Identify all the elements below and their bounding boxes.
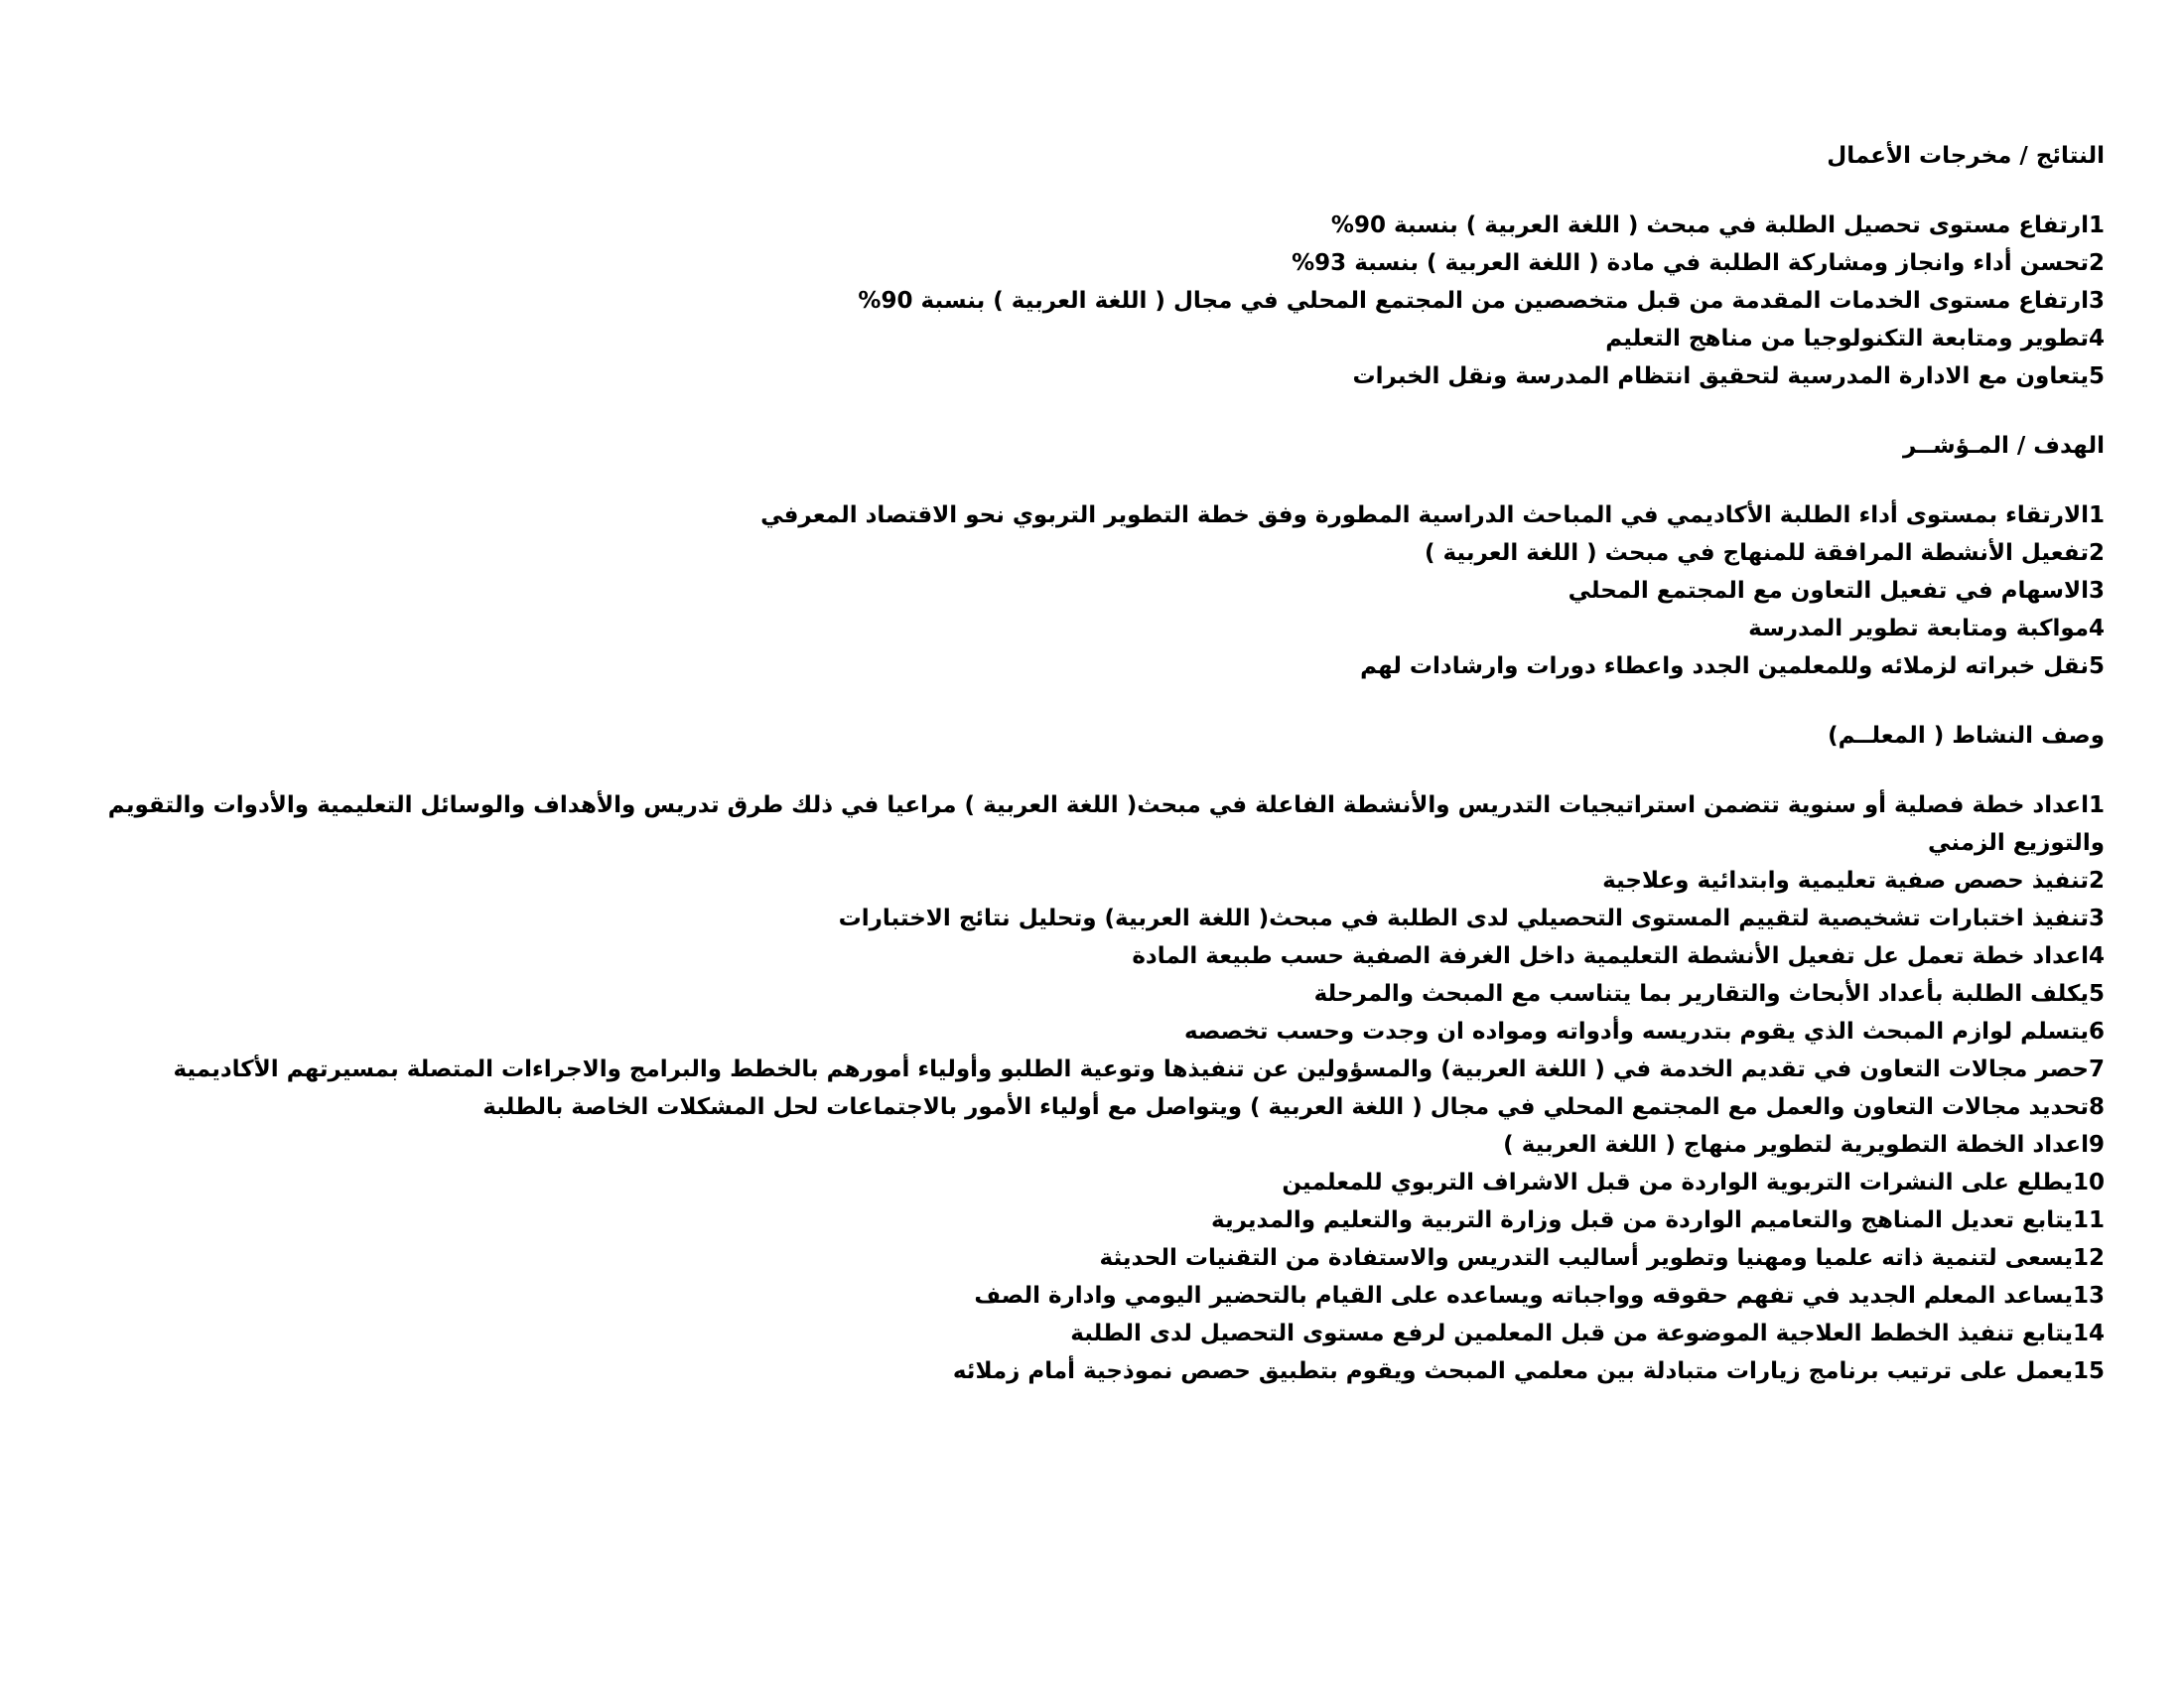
- list-item: [79, 900, 2105, 937]
- list-item: [79, 1126, 2105, 1164]
- item-text: يتسلم لوازم المبحث الذي يقوم بتدريسه وأدواته ومواده ان وجدت وحسب تخصصه: [1184, 1019, 2089, 1045]
- item-number: 2: [2088, 250, 2105, 276]
- item-text: تفعيل الأنشطة المرافقة للمنهاج في مبحث ( اللغة العربية ): [1424, 540, 2089, 566]
- item-text: يكلف الطلبة بأعداد الأبحاث والتقارير بما يتناسب مع المبحث والمرحلة: [1313, 981, 2089, 1007]
- item-text: اعداد خطة تعمل عل تفعيل الأنشطة التعليمية داخل الغرفة الصفية حسب طبيعة المادة: [1132, 943, 2089, 969]
- list-item: [79, 1051, 2105, 1088]
- list-item: [79, 496, 2105, 534]
- item-text: تحسن أداء وانجاز ومشاركة الطلبة في مادة ( اللغة العربية ) بنسبة 93%: [1292, 250, 2089, 276]
- list-item: [79, 975, 2105, 1013]
- item-number: 2: [2088, 540, 2105, 566]
- section-outcomes: [79, 139, 2105, 429]
- list-item: [79, 647, 2105, 685]
- item-text: الارتقاء بمستوى أداء الطلبة الأكاديمي في المباحث الدراسية المطورة وفق خطة التطوير التربوي نحو الاقتصاد المعرفي: [760, 502, 2089, 528]
- item-text: اعداد خطة فصلية أو سنوية تتضمن استراتيجيات التدريس والأنشطة الفاعلة في مبحث( اللغة العربية ) مراعيا في ذلك طرق تدريس والأهداف والوسائل التعليمية والأدوات والتقويم والتوزيع الزمني: [107, 792, 2105, 856]
- item-number: 4: [2088, 326, 2105, 352]
- document-content: [79, 139, 2105, 1424]
- item-number: 1: [2088, 792, 2105, 818]
- list-item: [79, 207, 2105, 244]
- item-text: يسعى لتنمية ذاته علميا ومهنيا وتطوير أساليب التدريس والاستفادة من التقنيات الحديثة: [1099, 1245, 2073, 1271]
- list-item: [79, 534, 2105, 572]
- item-number: 7: [2088, 1056, 2105, 1082]
- item-number: 4: [2088, 616, 2105, 641]
- list-item: [79, 1315, 2105, 1352]
- item-text: يطلع على النشرات التربوية الواردة من قبل الاشراف التربوي للمعلمين: [1282, 1170, 2073, 1196]
- item-text: حصر مجالات التعاون في تقديم الخدمة في ( اللغة العربية) والمسؤولين عن تنفيذها وتوعية الطلبو وأولياء أمورهم بالخطط والبرامج والاجراءات المتصلة بمسيرتهم الأكاديمية: [173, 1056, 2089, 1082]
- list-item: [79, 1088, 2105, 1126]
- item-text: اعداد الخطة التطويرية لتطوير منهاج ( اللغة العربية ): [1503, 1132, 2089, 1158]
- section-title: الهدف / المـؤشــر: [1903, 433, 2105, 459]
- item-number: 1: [2088, 212, 2105, 238]
- item-number: 14: [2072, 1321, 2105, 1346]
- list-item: [79, 1352, 2105, 1390]
- item-text: يتعاون مع الادارة المدرسية لتحقيق انتظام المدرسة ونقل الخبرات: [1352, 363, 2089, 389]
- section-title: النتائج / مخرجات الأعمال: [1827, 143, 2105, 169]
- item-text: الاسهام في تفعيل التعاون مع المجتمع المحلي: [1568, 578, 2089, 604]
- list-item: [79, 1277, 2105, 1315]
- item-number: 12: [2072, 1245, 2105, 1271]
- item-number: 8: [2088, 1094, 2105, 1120]
- item-number: 1: [2088, 502, 2105, 528]
- list-item: [79, 1239, 2105, 1277]
- section-goals: [79, 429, 2105, 719]
- list-item: [79, 1201, 2105, 1239]
- item-number: 13: [2072, 1283, 2105, 1309]
- item-text: نقل خبراته لزملائه وللمعلمين الجدد واعطاء دورات وارشادات لهم: [1360, 653, 2089, 679]
- list-item: [79, 1164, 2105, 1201]
- item-number: 3: [2088, 906, 2105, 931]
- item-number: 5: [2088, 363, 2105, 389]
- item-text: تنفيذ اختبارات تشخيصية لتقييم المستوى التحصيلي لدى الطلبة في مبحث( اللغة العربية) وتحليل نتائج الاختبارات: [838, 906, 2089, 931]
- goals-list: [79, 496, 2105, 719]
- list-item: [79, 572, 2105, 610]
- list-item: [79, 862, 2105, 900]
- item-number: 10: [2072, 1170, 2105, 1196]
- item-number: 4: [2088, 943, 2105, 969]
- item-number: 5: [2088, 653, 2105, 679]
- item-number: 9: [2088, 1132, 2105, 1158]
- item-text: يتابع تنفيذ الخطط العلاجية الموضوعة من قبل المعلمين لرفع مستوى التحصيل لدى الطلبة: [1070, 1321, 2073, 1346]
- outcomes-list: [79, 207, 2105, 429]
- item-number: 11: [2072, 1207, 2105, 1233]
- item-number: 5: [2088, 981, 2105, 1007]
- list-item: [79, 1013, 2105, 1051]
- item-text: يعمل على ترتيب برنامج زيارات متبادلة بين معلمي المبحث ويقوم بتطبيق حصص نموذجية أمام زملائه: [952, 1358, 2073, 1384]
- item-text: يتابع تعديل المناهج والتعاميم الواردة من قبل وزارة التربية والتعليم والمديرية: [1211, 1207, 2073, 1233]
- item-number: 3: [2088, 288, 2105, 314]
- list-item: [79, 282, 2105, 320]
- item-number: 15: [2072, 1358, 2105, 1384]
- list-item: [79, 937, 2105, 975]
- item-number: 3: [2088, 578, 2105, 604]
- list-item: [79, 357, 2105, 395]
- list-item: [79, 786, 2105, 862]
- list-item: [79, 244, 2105, 282]
- item-text: ارتفاع مستوى تحصيل الطلبة في مبحث ( اللغة العربية ) بنسبة 90%: [1330, 212, 2089, 238]
- list-item: [79, 320, 2105, 357]
- item-number: 6: [2088, 1019, 2105, 1045]
- list-item: [79, 610, 2105, 647]
- item-text: ارتفاع مستوى الخدمات المقدمة من قبل متخصصين من المجتمع المحلي في مجال ( اللغة العربية ) بنسبة 90%: [858, 288, 2089, 314]
- item-text: تنفيذ حصص صفية تعليمية وابتدائية وعلاجية: [1602, 868, 2089, 894]
- item-text: تطوير ومتابعة التكنولوجيا من مناهج التعليم: [1605, 326, 2089, 352]
- section-title: وصف النشاط ( المعلــم): [1828, 723, 2105, 749]
- item-text: يساعد المعلم الجديد في تفهم حقوقه وواجباته ويساعده على القيام بالتحضير اليومي وادارة الصف: [974, 1283, 2073, 1309]
- section-activity: [79, 719, 2105, 1424]
- item-number: 2: [2088, 868, 2105, 894]
- activity-list: [79, 786, 2105, 1424]
- item-text: تحديد مجالات التعاون والعمل مع المجتمع المحلي في مجال ( اللغة العربية ) ويتواصل مع أولياء الأمور بالاجتماعات لحل المشكلات الخاصة بالطلبة: [482, 1094, 2089, 1120]
- item-text: مواكبة ومتابعة تطوير المدرسة: [1748, 616, 2089, 641]
